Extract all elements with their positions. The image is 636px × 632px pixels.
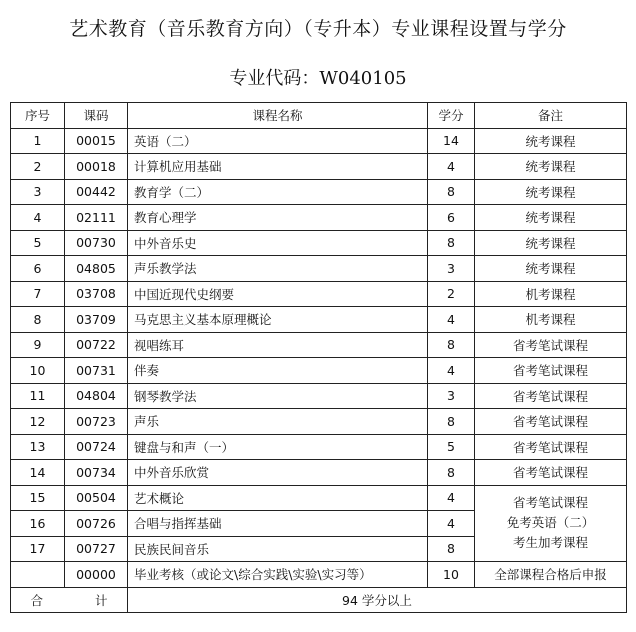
cell-name: 中外音乐史	[128, 230, 428, 256]
cell-code: 03708	[65, 281, 128, 307]
header-seq: 序号	[11, 103, 65, 129]
major-code: 专业代码：W040105	[229, 68, 407, 89]
cell-seq: 1	[11, 128, 65, 154]
cell-credit: 10	[428, 562, 475, 588]
cell-note: 省考笔试课程	[475, 383, 627, 409]
cell-note: 统考课程	[475, 205, 627, 231]
course-table	[10, 102, 627, 613]
cell-credit: 8	[428, 460, 475, 486]
page-title: 艺术教育（音乐教育方向）（专升本）专业课程设置与学分	[69, 18, 567, 40]
cell-credit: 8	[428, 179, 475, 205]
cell-credit: 8	[428, 409, 475, 435]
cell-code: 00015	[65, 128, 128, 154]
cell-seq: 12	[11, 409, 65, 435]
cell-credit: 14	[428, 128, 475, 154]
cell-seq: 13	[11, 434, 65, 460]
cell-name: 视唱练耳	[128, 332, 428, 358]
cell-seq: 7	[11, 281, 65, 307]
cell-seq: 5	[11, 230, 65, 256]
cell-note: 统考课程	[475, 154, 627, 180]
cell-note: 省考笔试课程	[475, 409, 627, 435]
total-label	[11, 587, 128, 613]
cell-code: 00734	[65, 460, 128, 486]
cell-code: 00723	[65, 409, 128, 435]
cell-credit: 4	[428, 307, 475, 333]
cell-seq: 2	[11, 154, 65, 180]
total-label-b: 计	[94, 592, 108, 608]
table-row	[11, 332, 627, 358]
cell-code: 00726	[65, 511, 128, 537]
cell-credit: 8	[428, 332, 475, 358]
cell-seq: 9	[11, 332, 65, 358]
cell-seq: 17	[11, 536, 65, 562]
table-row	[11, 179, 627, 205]
cell-name: 合唱与指挥基础	[128, 511, 428, 537]
cell-group-note	[475, 485, 627, 562]
cell-seq: 4	[11, 205, 65, 231]
cell-note: 省考笔试课程	[475, 358, 627, 384]
total-label-a: 合	[30, 592, 44, 608]
cell-code: 00722	[65, 332, 128, 358]
cell-seq: 15	[11, 485, 65, 511]
cell-name: 键盘与和声（一）	[128, 434, 428, 460]
group-note-line: 考生加考课程	[512, 535, 588, 551]
cell-name: 声乐教学法	[128, 256, 428, 282]
table-row	[11, 485, 627, 511]
cell-code: 00731	[65, 358, 128, 384]
cell-code: 03709	[65, 307, 128, 333]
cell-note: 机考课程	[475, 281, 627, 307]
cell-credit: 4	[428, 511, 475, 537]
cell-note: 统考课程	[475, 179, 627, 205]
cell-code: 00724	[65, 434, 128, 460]
table-row	[11, 205, 627, 231]
cell-credit: 2	[428, 281, 475, 307]
cell-name: 中国近现代史纲要	[128, 281, 428, 307]
table-row	[11, 460, 627, 486]
cell-name: 毕业考核（或论文\综合实践\实验\实习等）	[128, 562, 428, 588]
cell-seq: 11	[11, 383, 65, 409]
table-row	[11, 409, 627, 435]
cell-name: 艺术概论	[128, 485, 428, 511]
header-name: 课程名称	[128, 103, 428, 129]
cell-name: 教育心理学	[128, 205, 428, 231]
header-credit: 学分	[428, 103, 475, 129]
group-note-line: 省考笔试课程	[512, 495, 588, 511]
table-row	[11, 154, 627, 180]
cell-credit: 8	[428, 230, 475, 256]
cell-credit: 5	[428, 434, 475, 460]
cell-seq: 14	[11, 460, 65, 486]
cell-seq	[11, 562, 65, 588]
table-row	[11, 128, 627, 154]
table-row	[11, 230, 627, 256]
cell-credit: 4	[428, 358, 475, 384]
cell-name: 声乐	[128, 409, 428, 435]
table-row	[11, 434, 627, 460]
group-note-line: 免考英语（二）	[506, 515, 595, 531]
header-note: 备注	[475, 103, 627, 129]
cell-seq: 8	[11, 307, 65, 333]
cell-code: 00018	[65, 154, 128, 180]
cell-name: 马克思主义基本原理概论	[128, 307, 428, 333]
cell-note: 全部课程合格后申报	[475, 562, 627, 588]
cell-credit: 4	[428, 154, 475, 180]
cell-name: 伴奏	[128, 358, 428, 384]
cell-credit: 4	[428, 485, 475, 511]
cell-name: 中外音乐欣赏	[128, 460, 428, 486]
cell-code: 00504	[65, 485, 128, 511]
cell-note: 统考课程	[475, 256, 627, 282]
table-body	[11, 128, 627, 613]
cell-name: 民族民间音乐	[128, 536, 428, 562]
table-row	[11, 281, 627, 307]
cell-code: 00442	[65, 179, 128, 205]
cell-note: 机考课程	[475, 307, 627, 333]
table-row	[11, 307, 627, 333]
cell-note: 统考课程	[475, 230, 627, 256]
cell-note: 省考笔试课程	[475, 332, 627, 358]
cell-note: 省考笔试课程	[475, 434, 627, 460]
cell-seq: 10	[11, 358, 65, 384]
cell-note: 统考课程	[475, 128, 627, 154]
cell-code: 04804	[65, 383, 128, 409]
cell-name: 英语（二）	[128, 128, 428, 154]
table-header-row	[11, 103, 627, 129]
table-row	[11, 358, 627, 384]
cell-name: 教育学（二）	[128, 179, 428, 205]
table-row	[11, 256, 627, 282]
header-code: 课码	[65, 103, 128, 129]
cell-credit: 6	[428, 205, 475, 231]
cell-credit: 3	[428, 256, 475, 282]
cell-code: 04805	[65, 256, 128, 282]
cell-name: 计算机应用基础	[128, 154, 428, 180]
cell-credit: 3	[428, 383, 475, 409]
cell-seq: 16	[11, 511, 65, 537]
cell-code: 00730	[65, 230, 128, 256]
cell-name: 钢琴教学法	[128, 383, 428, 409]
total-value: 94 学分以上	[128, 587, 627, 613]
cell-seq: 6	[11, 256, 65, 282]
cell-code: 00727	[65, 536, 128, 562]
total-row	[11, 587, 627, 613]
cell-note: 省考笔试课程	[475, 460, 627, 486]
cell-code: 02111	[65, 205, 128, 231]
cell-credit: 8	[428, 536, 475, 562]
cell-code: 00000	[65, 562, 128, 588]
table-row	[11, 383, 627, 409]
thesis-row	[11, 562, 627, 588]
cell-seq: 3	[11, 179, 65, 205]
